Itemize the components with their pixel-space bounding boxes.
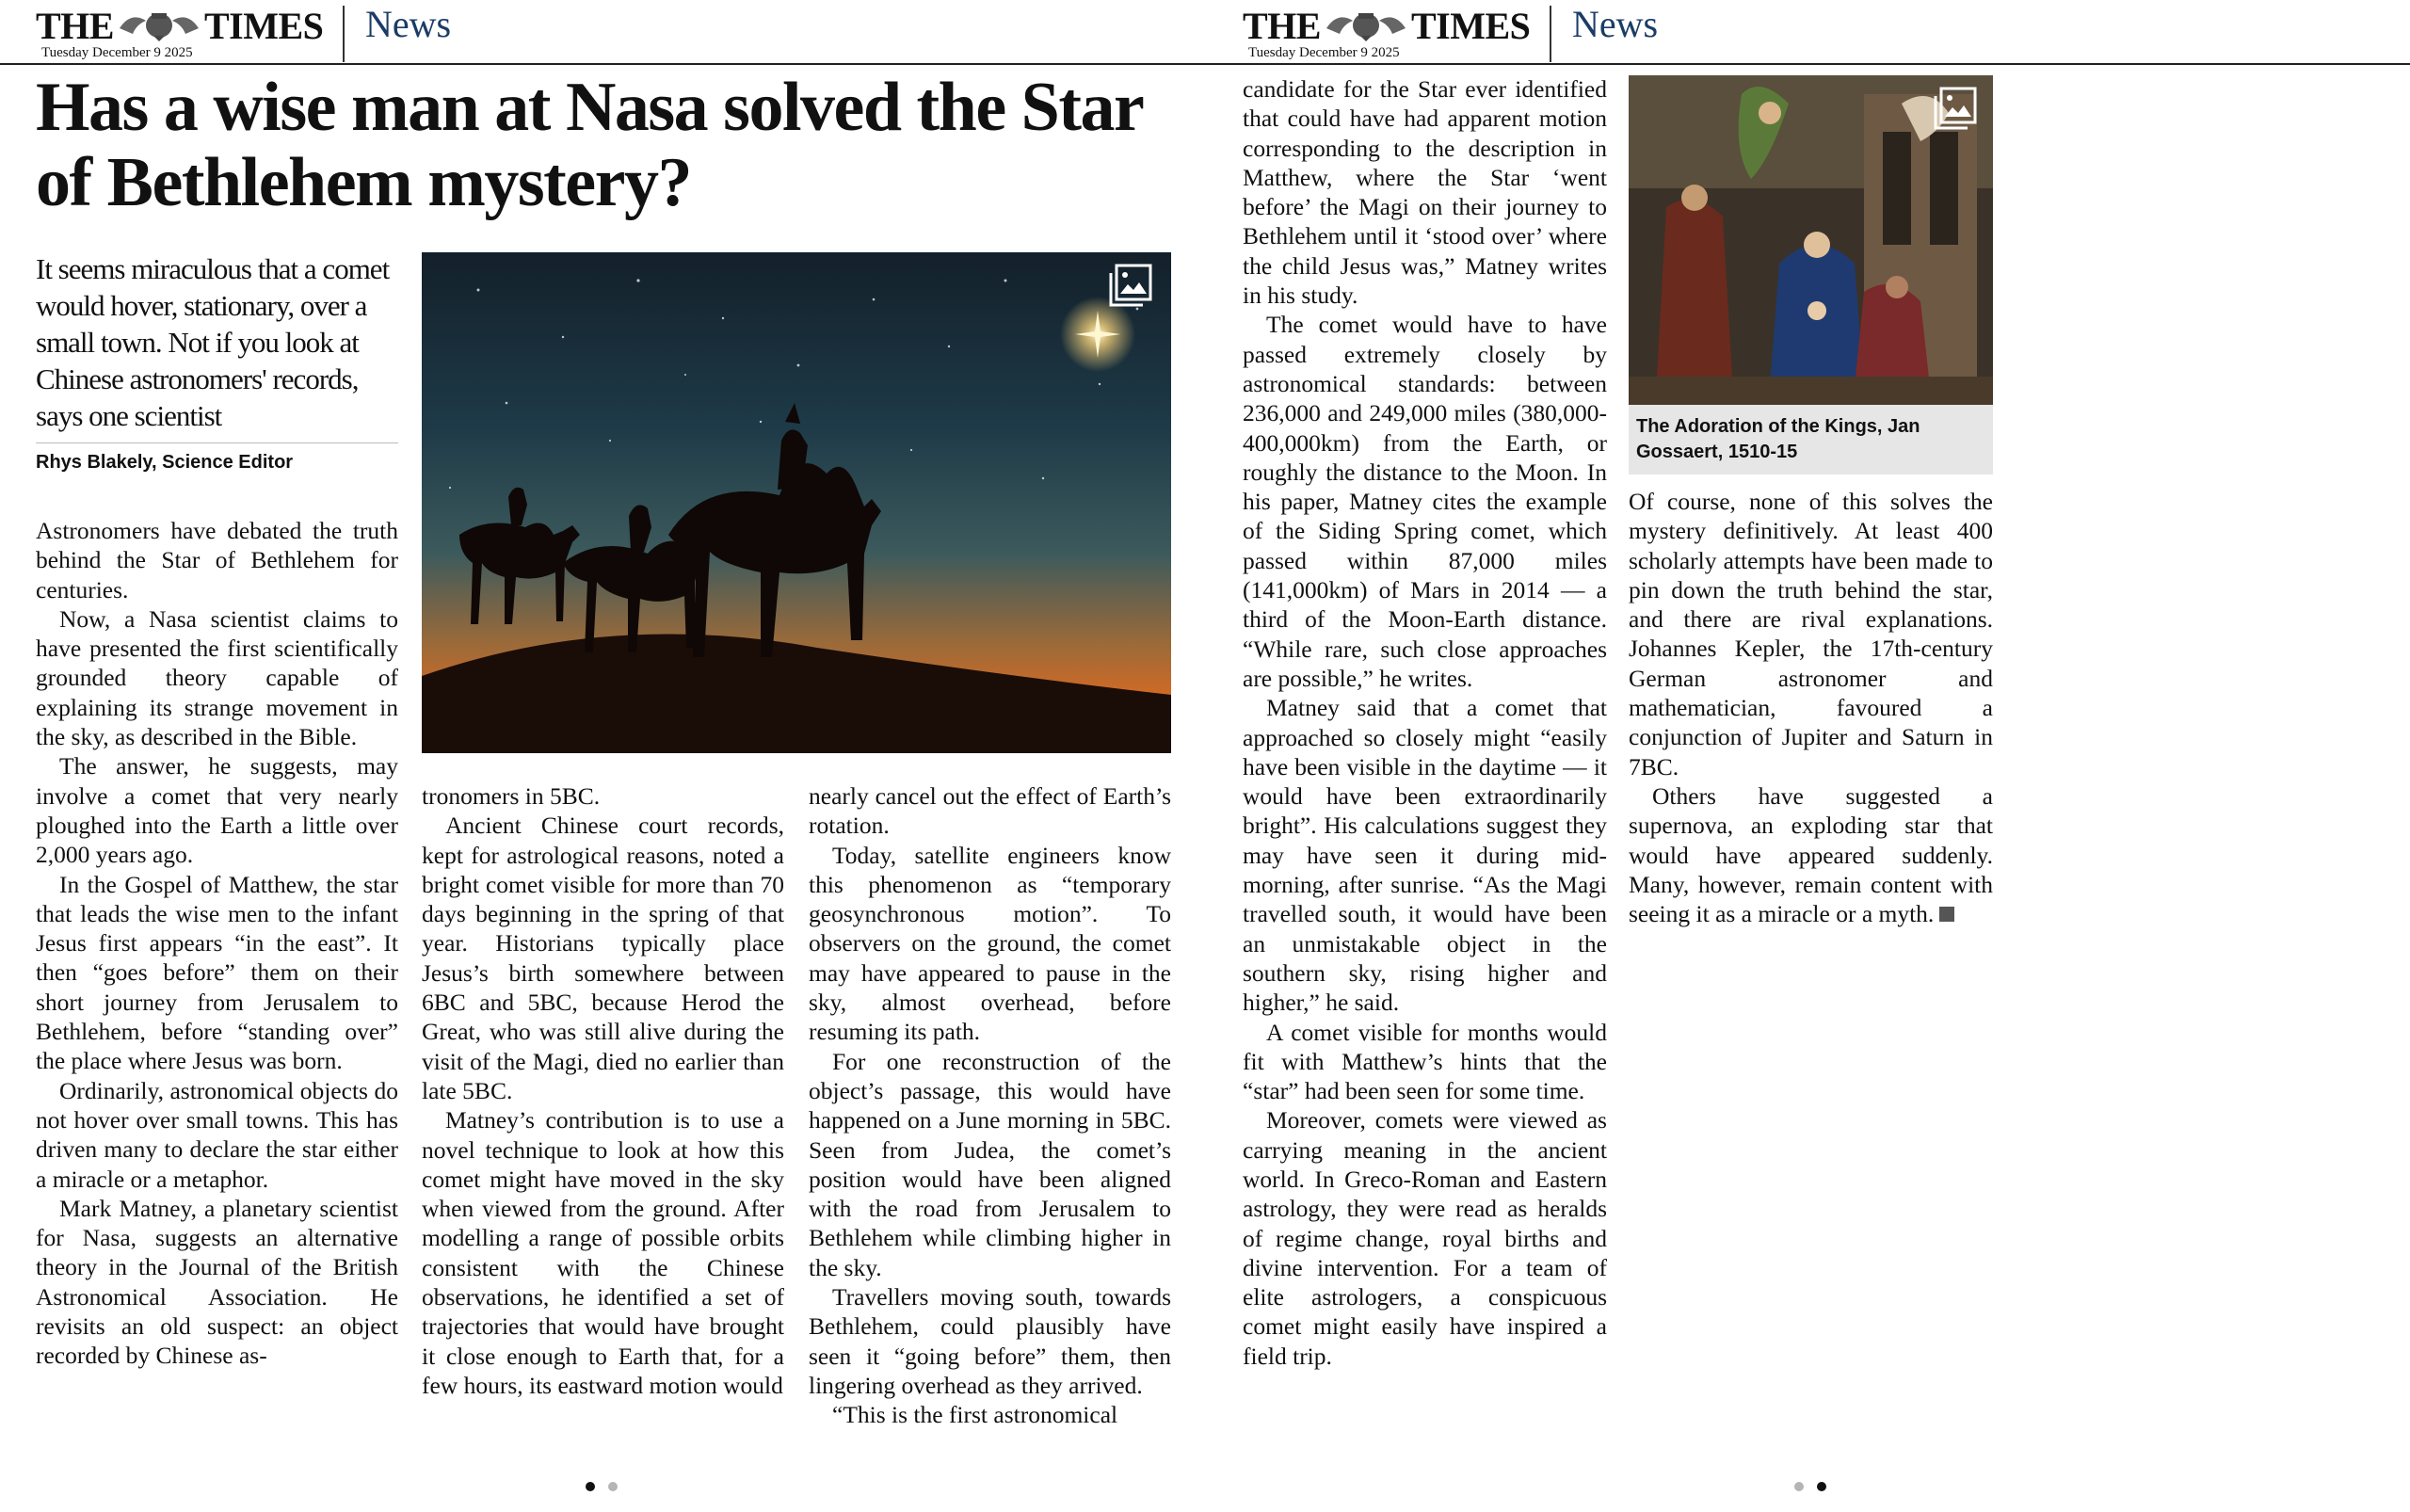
- paragraph: In the Gospel of Matthew, the star that leads the wise men to the infant Jesus first appears “in the east”. It then “goes before” them on their short journey from Jerusalem to Bethlehem, before “standing over” the place where Jesus was born.: [36, 870, 398, 1075]
- page-dot[interactable]: [1794, 1482, 1804, 1491]
- times-logo[interactable]: [36, 4, 323, 48]
- edition-date: Tuesday December 9 2025: [1248, 45, 1400, 60]
- article-column-4: [1243, 74, 1607, 1371]
- byline-divider: [36, 442, 398, 443]
- image-gallery-icon[interactable]: [1932, 85, 1979, 132]
- image-caption-box: [1629, 405, 1993, 475]
- page-dot[interactable]: [608, 1482, 618, 1491]
- article-byline: Rhys Blakely, Science Editor: [36, 452, 294, 473]
- logo-text-the: THE: [36, 5, 114, 47]
- masthead: [0, 0, 1207, 65]
- paragraph: candidate for the Star ever identified that could have had apparent motion corresponding to the description in Matthew, where the Star ‘went before’ the Magi on their journey to Bethlehem until it ‘stood over’ where the child Jesus was,” Matney writes in his study.: [1243, 75, 1607, 310]
- wise-men-camels-image[interactable]: [422, 252, 1171, 753]
- paragraph: The answer, he suggests, may involve a comet that very nearly ploughed into the Earth a little over 2,000 years ago.: [36, 752, 398, 869]
- article-column-3: [809, 781, 1171, 1430]
- paragraph: nearly cancel out the effect of Earth’s rotation.: [809, 782, 1171, 840]
- article-column-1: [36, 516, 398, 1371]
- page-dot-active[interactable]: [1817, 1482, 1826, 1491]
- article-headline: Has a wise man at Nasa solved the Star of Bethlehem mystery?: [36, 69, 1142, 221]
- times-logo[interactable]: [1243, 4, 1530, 48]
- paragraph: Matney said that a comet that approached so closely might “easily have been visible in the daytime — it would have been extraordinarily bright”. His calculations suggest they may have seen it during mid-morning, after sunrise. “As the Magi travelled south, it would have been an unmistakable object in the southern sky, rising higher and higher,” he said.: [1243, 694, 1607, 1017]
- paragraph: Astronomers have debated the truth behind the Star of Bethlehem for centuries.: [36, 517, 398, 603]
- article-standfirst: It seems miraculous that a comet would hover, stationary, over a small town. Not if you look at Chinese astronomers' records, says one scientist: [36, 252, 390, 432]
- paragraph: “This is the first astronomical: [832, 1401, 1118, 1429]
- end-of-article-icon: [1939, 907, 1954, 922]
- image-gallery-icon[interactable]: [1107, 262, 1154, 309]
- adoration-painting-image[interactable]: [1629, 75, 1993, 405]
- edition-date: Tuesday December 9 2025: [41, 45, 193, 60]
- paragraph: A comet visible for months would fit with Matthew’s hints that the “star” had been seen for some time.: [1243, 1018, 1607, 1105]
- paragraph: Now, a Nasa scientist claims to have presented the first scientifically grounded theory capable of explaining its strange movement in the sky, as described in the Bible.: [36, 604, 398, 751]
- paragraph: tronomers in 5BC.: [422, 782, 601, 810]
- logo-text-times: TIMES: [1410, 5, 1531, 47]
- paragraph: [1629, 781, 1993, 928]
- paragraph: Ancient Chinese court records, kept for astrological reasons, noted a bright comet visible for more than 70 days beginning in the spring of that year. Historians typically place Jesus’s birth somewhere between 6BC and 5BC, because Herod the Great, who was still alive during the visit of the Magi, died no earlier than late 5BC.: [422, 812, 784, 1104]
- paragraph: Moreover, comets were viewed as carrying meaning in the ancient world. In Greco-Roman and Eastern astrology, they were read as heralds of regime change, royal births and divine intervention. For a team of elite astrologers, a conspicuous comet might easily have inspired a field trip.: [1243, 1106, 1607, 1370]
- section-label[interactable]: News: [1572, 3, 1659, 45]
- paragraph: Travellers moving south, towards Bethlehem, could plausibly have seen it “going before” them, then lingering overhead as they arrived.: [809, 1283, 1171, 1399]
- page-two: [1207, 0, 2410, 1512]
- paragraph: The comet would have to have passed extremely closely by astronomical standards: between 236,000 and 249,000 miles (380,000-400,000km) from the Earth, or roughly the distance to the Moon. In his paper, Matney cites the example of the Siding Spring comet, which passed within 87,000 miles (141,000km) of Mars in 2014 — a third of the Moon-Earth distance. “While rare, such close approaches are possible,” he writes.: [1243, 311, 1607, 692]
- royal-crest-icon: [116, 9, 202, 41]
- section-label[interactable]: News: [365, 3, 452, 45]
- masthead-divider: [343, 6, 345, 62]
- logo-text-the: THE: [1243, 5, 1321, 47]
- masthead: [1207, 0, 2410, 65]
- article-column-5: [1629, 487, 1993, 928]
- paragraph: For one reconstruction of the object’s passage, this would have happened on a June morning in 5BC. Seen from Judea, the comet’s position would have been aligned with the road from Jerusalem to Bethlehem while climbing higher in the sky.: [809, 1047, 1171, 1281]
- masthead-divider: [1550, 6, 1551, 62]
- paragraph: Matney’s contribution is to use a novel technique to look at how this comet might have moved in the sky when viewed from the ground. After modelling a range of possible orbits consistent with the Chinese observations, he identified a set of trajectories that would have brought it close enough to Earth that, for a few hours, its eastward motion would: [422, 1106, 784, 1399]
- paragraph: Ordinarily, astronomical objects do not hover over small towns. This has driven many to declare the star either a miracle or a metaphor.: [36, 1076, 398, 1193]
- logo-text-times: TIMES: [203, 5, 324, 47]
- page-dot-active[interactable]: [586, 1482, 595, 1491]
- paragraph: Mark Matney, a planetary scientist for Nasa, suggests an alternative theory in the Journal of the British Astronomical Association. He revisits an old suspect: an object recorded by Chinese as-: [36, 1194, 398, 1370]
- paragraph: Of course, none of this solves the mystery definitively. At least 400 scholarly attempts have been made to pin down the truth behind the star, and there are rival explanations. Johannes Kepler, the 17th-century German astronomer and mathematician, favoured a conjunction of Jupiter and Saturn in 7BC.: [1629, 488, 1993, 780]
- camel-silhouette-illustration: [422, 252, 1171, 753]
- image-caption: The Adoration of the Kings, Jan Gossaert, 1510-15: [1636, 416, 1920, 462]
- royal-crest-icon: [1323, 9, 1409, 41]
- article-column-2: [422, 781, 784, 1400]
- paragraph-text: Others have suggested a supernova, an exploding star that would have appeared suddenly. Many, however, remain content with seeing it as a miracle or a myth.: [1629, 781, 1993, 928]
- paragraph: Today, satellite engineers know this phenomenon as “temporary geosynchronous motion”. To observers on the ground, the comet may have appeared to pause in the sky, almost overhead, before resuming its path.: [809, 841, 1171, 1046]
